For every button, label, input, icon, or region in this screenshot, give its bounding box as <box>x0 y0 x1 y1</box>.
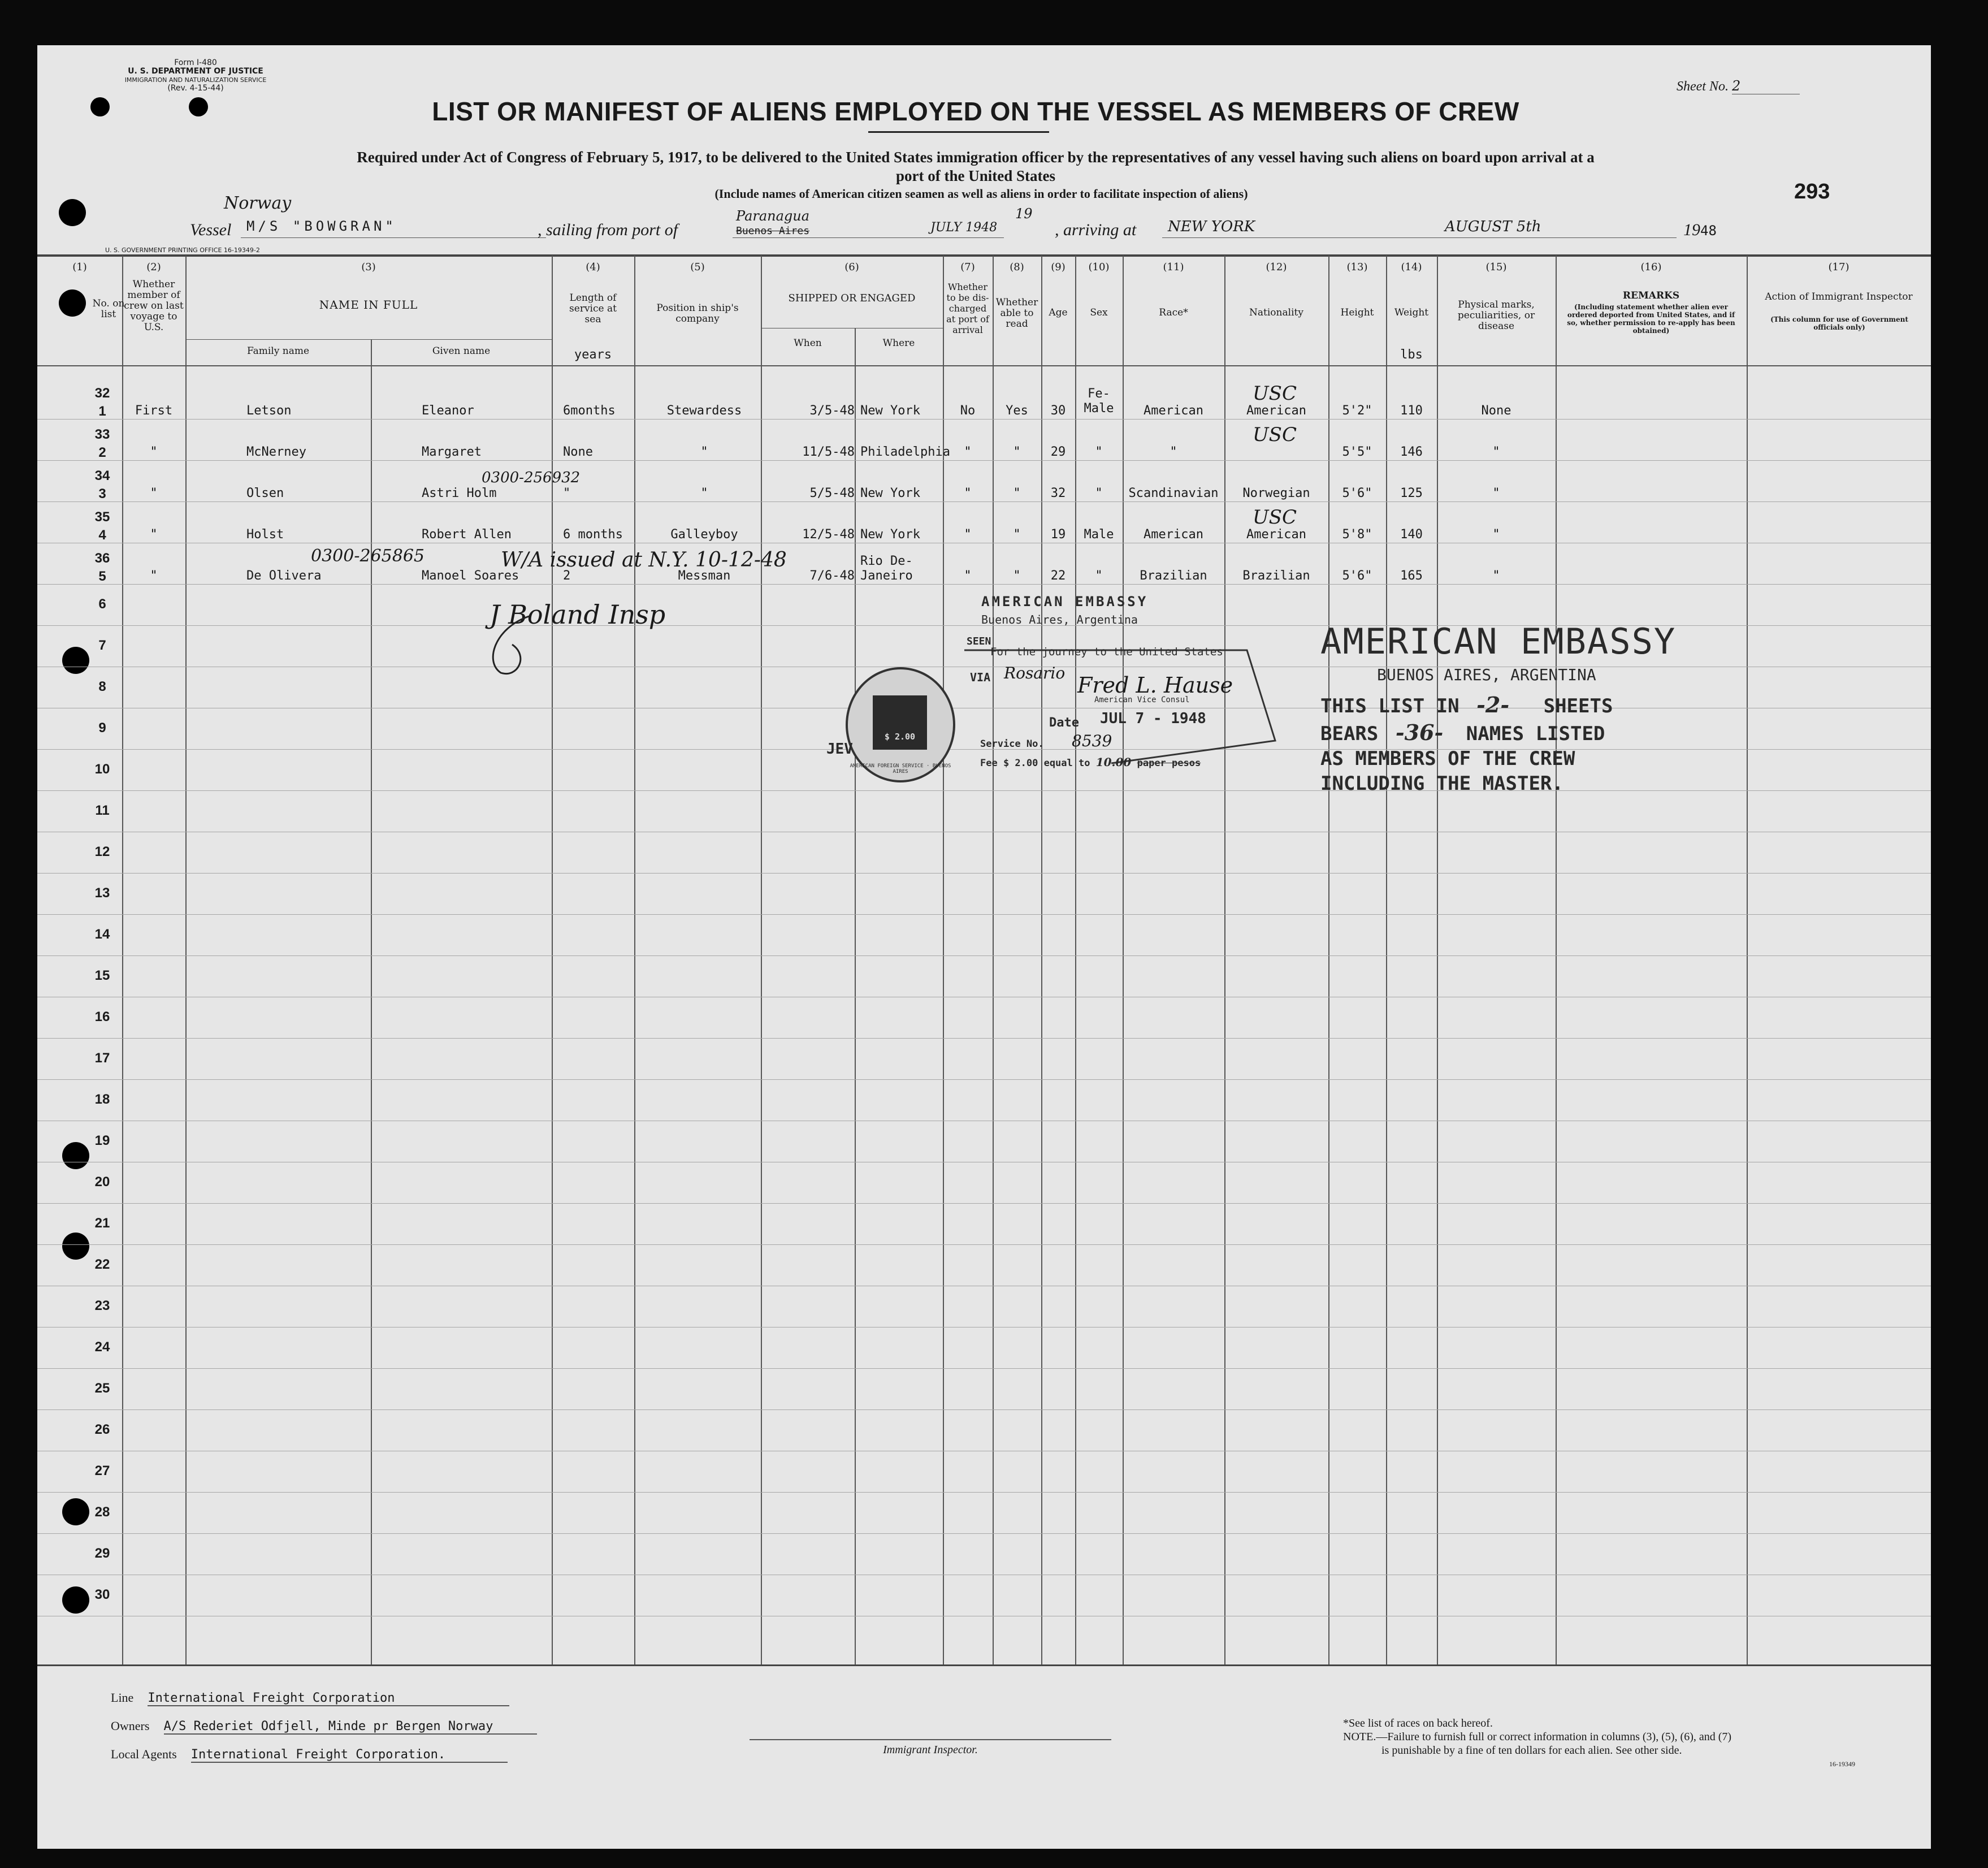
consular-stamp-seen: SEEN <box>967 635 991 647</box>
cell-service: 6months <box>563 404 616 418</box>
consular-stamp-fee-value: 10.00 <box>1095 755 1132 769</box>
cell-discharged: " <box>964 486 972 500</box>
cell-position: Stewardess <box>666 404 742 418</box>
col-header-service: Length of service at sea <box>569 292 617 325</box>
footer-notes <box>1343 1716 1855 1771</box>
col-line <box>855 328 856 1664</box>
col-header-where: Where <box>882 338 915 349</box>
sheet-number <box>1677 78 1800 94</box>
vessel-flag: Norway <box>224 193 292 213</box>
name-subheader-rule <box>185 339 552 340</box>
cell-sex: Fe- Male <box>1084 387 1114 416</box>
row-number: 29 <box>94 1546 110 1561</box>
cell-given: Astri Holm <box>422 486 497 500</box>
cell-family: Letson <box>246 404 292 418</box>
title-underline <box>868 131 1049 133</box>
embassy-stamp-names-unit: NAMES LISTED <box>1466 723 1605 745</box>
col-header-sex: Sex <box>1090 307 1108 318</box>
sailing-port-rule <box>733 237 1004 238</box>
sailing-port-struck: Buenos Aires <box>736 225 810 237</box>
col-number: (12) <box>1266 261 1287 273</box>
cell-marks: " <box>1492 445 1500 459</box>
arrival-date: AUGUST 5th <box>1445 218 1541 235</box>
subtitle <box>105 148 1846 185</box>
cell-marks: " <box>1492 527 1500 542</box>
inspector-rule <box>750 1739 1111 1740</box>
vessel-name-rule <box>241 237 546 238</box>
fee-seal-inner <box>873 695 927 750</box>
col-header-position: Position in ship's company <box>656 302 739 325</box>
col-line <box>1224 256 1225 1664</box>
row-number: 19 <box>94 1133 110 1148</box>
agents-value: International Freight Corporation. <box>191 1748 508 1763</box>
col-number: (8) <box>1010 261 1024 273</box>
row-number: 9 <box>98 720 106 736</box>
sheet-number-value: 2 <box>1732 78 1800 94</box>
table-bottom-rule <box>37 1664 1931 1666</box>
col-header-family: Family name <box>246 345 310 357</box>
inspector-signature: J Boland Insp <box>490 599 666 630</box>
signature-flourish <box>478 611 546 678</box>
col-header-race: Race* <box>1159 307 1188 318</box>
row-rule <box>37 1368 1931 1369</box>
cell-weight: 146 <box>1400 445 1423 459</box>
row-list-number: 36 <box>94 551 110 566</box>
col-line <box>993 256 994 1664</box>
cell-race: American <box>1144 527 1203 542</box>
cell-last-voyage: " <box>150 486 158 500</box>
col-number: (5) <box>690 261 705 273</box>
cell-weight: 110 <box>1400 404 1423 418</box>
header-bottom-rule <box>37 365 1931 366</box>
cell-where: New York <box>860 404 920 418</box>
cell-nationality-hand: USC <box>1253 423 1297 446</box>
cell-marks: " <box>1492 486 1500 500</box>
cell-age: 22 <box>1050 569 1066 583</box>
consular-stamp-date: JUL 7 - 1948 <box>1100 710 1206 727</box>
row-number: 21 <box>94 1216 110 1231</box>
cell-sex: " <box>1095 486 1103 500</box>
embassy-stamp-sheets-value: -2- <box>1476 692 1510 717</box>
cell-height: 5'8" <box>1342 527 1372 542</box>
col-header-last-voyage: Whether member of crew on last voyage to U.S. <box>124 279 184 333</box>
punch-hole <box>189 97 208 116</box>
vessel-label: Vessel <box>190 220 232 239</box>
footer-agents <box>111 1747 508 1763</box>
cell-last-voyage: " <box>150 527 158 542</box>
sailing-port-hand: Paranagua <box>736 208 810 224</box>
col-number: (4) <box>586 261 600 273</box>
owners-value: A/S Rederiet Odfjell, Minde pr Bergen Norway <box>164 1719 537 1735</box>
row-rule <box>37 1203 1931 1204</box>
row-rule <box>37 1409 1931 1410</box>
row-number: 26 <box>94 1422 110 1437</box>
cell-sex: " <box>1095 445 1103 459</box>
cell-when: 11/5-48 <box>802 445 855 459</box>
row-line-number: 3 <box>98 486 106 501</box>
form-service: IMMIGRATION AND NATURALIZATION SERVICE <box>124 76 267 84</box>
cell-service: 6 months <box>563 527 623 542</box>
punch-hole <box>59 289 86 317</box>
cell-discharged: No <box>960 404 976 418</box>
row-number: 25 <box>94 1381 110 1396</box>
row-rule <box>37 1327 1931 1328</box>
embassy-stamp <box>1320 621 1716 795</box>
cell-race: " <box>1170 445 1177 459</box>
cell-where: New York <box>860 527 920 542</box>
cell-service: 2 <box>563 569 571 583</box>
cell-position: Galleyboy <box>670 527 738 542</box>
embassy-stamp-sheets <box>1320 692 1716 717</box>
embassy-stamp-sheets-label: THIS LIST IN <box>1320 695 1459 717</box>
cell-read: " <box>1013 569 1021 583</box>
cell-marks: " <box>1492 569 1500 583</box>
cell-marks: None <box>1481 404 1511 418</box>
row-rule <box>37 501 1931 502</box>
col-number: (17) <box>1828 261 1850 273</box>
col-line <box>634 256 635 1664</box>
col-line <box>371 339 372 1664</box>
col-header-height: Height <box>1340 307 1374 318</box>
embassy-stamp-city: BUENOS AIRES, ARGENTINA <box>1377 665 1596 684</box>
row-number: 20 <box>94 1174 110 1190</box>
cell-nationality: Brazilian <box>1242 569 1310 583</box>
row-number: 30 <box>94 1587 110 1602</box>
form-dept: U. S. DEPARTMENT OF JUSTICE <box>128 67 263 76</box>
year-suffix: 48 <box>1700 223 1717 239</box>
consular-stamp-journey: For the journey to the United States <box>990 646 1223 658</box>
arrival-port: NEW YORK <box>1168 218 1255 235</box>
sailing-date: JULY 1948 <box>930 220 998 235</box>
col-header-when: When <box>794 338 822 349</box>
row-number: 24 <box>94 1339 110 1355</box>
consular-stamp-via-hand: Rosario <box>1004 664 1066 682</box>
cell-given: Manoel Soares <box>422 569 519 583</box>
col-header-nationality: Nationality <box>1249 307 1303 318</box>
cell-race: Scandinavian <box>1128 486 1219 500</box>
row-line-number: 4 <box>98 527 106 543</box>
cell-family-hand: 0300-265865 <box>311 546 425 566</box>
cell-nationality: Norwegian <box>1242 486 1310 500</box>
col-header-action: Action of Immigrant Inspector <box>1765 291 1913 302</box>
cell-where: Rio De- Janeiro <box>860 554 913 583</box>
consular-stamp-via: VIA <box>970 671 991 684</box>
cell-service: " <box>563 486 571 500</box>
cell-when: 7/6-48 <box>809 569 855 583</box>
arriving-label: , arriving at <box>1055 220 1137 239</box>
col-number: (6) <box>844 261 859 273</box>
form-code: 16-19349 <box>1829 1760 1855 1768</box>
row-rule <box>37 1533 1931 1534</box>
penalty-note <box>1343 1730 1855 1744</box>
cell-last-voyage: " <box>150 445 158 459</box>
printing-office: U. S. GOVERNMENT PRINTING OFFICE 16-19349-2 <box>105 247 260 254</box>
row-rule <box>37 914 1931 915</box>
row-number: 11 <box>95 803 110 818</box>
col-header-given: Given name <box>432 345 491 357</box>
col-header-weight: Weight <box>1394 307 1429 318</box>
cell-nationality: American <box>1246 404 1306 418</box>
embassy-stamp-names-value: -36- <box>1395 720 1444 745</box>
row-rule <box>37 419 1931 420</box>
weight-unit: lbs <box>1400 348 1423 362</box>
col-number: (1) <box>72 261 87 273</box>
col-line <box>552 256 553 1664</box>
col-line <box>1328 256 1329 1664</box>
wa-note: W/A issued at N.Y. 10-12-48 <box>501 548 787 572</box>
col-header-name: NAME IN FULL <box>319 298 418 312</box>
col-line <box>1437 256 1438 1664</box>
col-line <box>1386 256 1387 1664</box>
consular-stamp-title: AMERICAN EMBASSY <box>981 594 1149 609</box>
inspector-label: Immigrant Inspector. <box>883 1744 978 1756</box>
cell-position: Messman <box>678 569 731 583</box>
col-line <box>761 256 762 1664</box>
cell-age: 19 <box>1050 527 1066 542</box>
line-value: International Freight Corporation <box>148 1691 509 1706</box>
consular-stamp-fee <box>980 755 1201 769</box>
col-header-remarks-note: (Including statement whether alien ever ordered deported from United States, and if so, whether permission to re-apply has been obtained) <box>1567 303 1735 335</box>
consular-stamp-signature: Fred L. Hause <box>1077 673 1233 698</box>
cell-race: Brazilian <box>1140 569 1207 583</box>
cell-given: Robert Allen <box>422 527 512 542</box>
consular-stamp-officer: American Vice Consul <box>1094 695 1190 704</box>
races-note: *See list of races on back hereof. <box>1343 1717 1493 1729</box>
subtitle-line-1: Required under Act of Congress of February 5, 1917, to be delivered to the United States immigration officer by the representatives of any vessel having such aliens on board upon arrival at a <box>357 149 1595 166</box>
cell-family: Holst <box>246 527 284 542</box>
cell-given: Margaret <box>422 445 482 459</box>
col-number: (15) <box>1485 261 1507 273</box>
row-rule <box>37 584 1931 585</box>
col-line <box>1123 256 1124 1664</box>
include-note: (Include names of American citizen seamen as well as aliens in order to facilitate inspection of aliens) <box>714 187 1248 201</box>
cell-position: " <box>700 445 708 459</box>
consular-stamp-fee-label: Fee $ 2.00 equal to <box>980 758 1090 769</box>
cell-height: 5'6" <box>1342 569 1372 583</box>
owners-label: Owners <box>111 1719 150 1733</box>
col-header-remarks: REMARKS <box>1622 290 1680 301</box>
consular-stamp-service-no: 8539 <box>1072 732 1112 750</box>
manifest-sheet <box>37 45 1931 1849</box>
row-number: 18 <box>94 1092 110 1107</box>
row-number: 22 <box>94 1257 110 1272</box>
row-line-number: 2 <box>98 445 106 460</box>
consular-stamp <box>826 588 1292 814</box>
row-number: 16 <box>94 1009 110 1024</box>
arrival-year <box>1683 220 1717 240</box>
col-header-no: No. on list <box>92 298 125 320</box>
cell-weight: 125 <box>1400 486 1423 500</box>
punch-hole <box>62 1233 89 1260</box>
penalty-note-label: NOTE. <box>1343 1731 1376 1743</box>
row-number: 6 <box>98 596 106 612</box>
fee-seal-initials: JEV <box>826 741 853 758</box>
row-number: 14 <box>94 927 110 942</box>
year-prefix: 19 <box>1683 220 1700 239</box>
col-number: (14) <box>1401 261 1422 273</box>
cell-read: " <box>1013 445 1021 459</box>
form-rev: (Rev. 4-15-44) <box>167 84 224 93</box>
col-header-discharged: Whether to be dis-charged at port of arrival <box>946 282 989 335</box>
col-number: (11) <box>1163 261 1184 273</box>
row-number: 13 <box>94 885 110 901</box>
consular-stamp-fee-unit: paper pesos <box>1137 758 1201 769</box>
penalty-note-2: is punishable by a fine of ten dollars for each alien. See other side. <box>1381 1744 1682 1757</box>
page-number: 293 <box>1794 180 1830 204</box>
cell-service: None <box>563 445 593 459</box>
cell-position: " <box>700 486 708 500</box>
col-line <box>122 256 123 1664</box>
col-number: (10) <box>1088 261 1110 273</box>
cell-nationality-hand: USC <box>1253 382 1297 405</box>
cell-discharged: " <box>964 527 972 542</box>
cell-when: 3/5-48 <box>809 404 855 418</box>
embassy-stamp-title: AMERICAN EMBASSY <box>1320 621 1677 662</box>
cell-height: 5'5" <box>1342 445 1372 459</box>
cell-discharged: " <box>964 569 972 583</box>
cell-nationality: American <box>1246 527 1306 542</box>
col-number: (7) <box>960 261 975 273</box>
row-rule <box>37 1038 1931 1039</box>
cell-sex: Male <box>1084 527 1114 542</box>
sailing-date-day: 19 <box>1015 206 1033 222</box>
embassy-stamp-names <box>1320 720 1716 745</box>
cell-where: New York <box>860 486 920 500</box>
cell-given: Eleanor <box>422 404 474 418</box>
row-number: 27 <box>94 1463 110 1478</box>
row-list-number: 33 <box>94 427 110 442</box>
cell-weight: 140 <box>1400 527 1423 542</box>
col-header-read: Whether able to read <box>995 297 1038 330</box>
penalty-note-text: —Failure to furnish full or correct information in columns (3), (5), (6), and (7) <box>1376 1731 1732 1743</box>
cell-age: 29 <box>1050 445 1066 459</box>
vessel-name: M/S "BOWGRAN" <box>246 218 397 234</box>
col-number: (13) <box>1346 261 1368 273</box>
subtitle-line-2: port of the United States <box>896 167 1055 184</box>
cell-sex: " <box>1095 569 1103 583</box>
cell-family: De Olivera <box>246 569 322 583</box>
row-number: 7 <box>98 638 106 653</box>
row-number: 28 <box>94 1504 110 1520</box>
col-header-shipped: SHIPPED OR ENGAGED <box>788 292 916 304</box>
cell-last-voyage: First <box>135 404 173 418</box>
cell-read: Yes <box>1006 404 1028 418</box>
form-id <box>111 59 280 93</box>
row-rule <box>37 873 1931 874</box>
embassy-stamp-crew: AS MEMBERS OF THE CREW <box>1320 747 1575 770</box>
row-rule <box>37 955 1931 956</box>
row-list-number: 34 <box>94 468 110 483</box>
cell-family: McNerney <box>246 445 306 459</box>
consular-stamp-city: Buenos Aires, Argentina <box>981 613 1138 626</box>
cell-service-hand: 0300-256932 <box>482 469 581 486</box>
form-number: Form I-480 <box>174 58 217 67</box>
footer-line <box>111 1690 509 1706</box>
row-number: 15 <box>94 968 110 983</box>
row-number: 17 <box>94 1050 110 1066</box>
col-header-action-note: (This column for use of Government officials only) <box>1770 315 1908 331</box>
row-line-number: 1 <box>98 404 106 419</box>
cell-when: 5/5-48 <box>809 486 855 500</box>
fee-seal <box>846 667 955 782</box>
row-number: 8 <box>98 679 106 694</box>
col-number: (3) <box>361 261 376 273</box>
cell-read: " <box>1013 486 1021 500</box>
col-line <box>943 256 944 1664</box>
col-number: (2) <box>146 261 161 273</box>
footer-owners <box>111 1719 537 1735</box>
col-line <box>1747 256 1748 1664</box>
row-rule <box>37 1079 1931 1080</box>
consular-stamp-service-label: Service No. <box>980 738 1044 750</box>
row-rule <box>37 460 1931 461</box>
punch-hole <box>59 199 86 226</box>
row-list-number: 35 <box>94 509 110 525</box>
fee-seal-text: AMERICAN FOREIGN SERVICE · BUENOS AIRES <box>850 763 951 775</box>
arrival-date-rule <box>1439 237 1677 238</box>
cell-family: Olsen <box>246 486 284 500</box>
row-rule <box>37 1244 1931 1245</box>
cell-nationality-hand: USC <box>1253 506 1297 529</box>
sheet-label: Sheet No. <box>1677 79 1729 94</box>
cell-where: Philadelphia <box>860 445 950 459</box>
cell-last-voyage: " <box>150 569 158 583</box>
row-number: 12 <box>94 844 110 859</box>
cell-race: American <box>1144 404 1203 418</box>
table-top-rule <box>37 254 1931 257</box>
col-line <box>1041 256 1042 1664</box>
punch-hole <box>90 97 110 116</box>
service-unit: years <box>574 348 612 362</box>
col-line <box>1556 256 1557 1664</box>
col-number: (16) <box>1640 261 1662 273</box>
col-line <box>1075 256 1076 1664</box>
row-number: 10 <box>94 762 110 777</box>
sailing-label: , sailing from port of <box>538 220 678 239</box>
cell-age: 30 <box>1050 404 1066 418</box>
cell-age: 32 <box>1050 486 1066 500</box>
cell-height: 5'2" <box>1342 404 1372 418</box>
embassy-stamp-master: INCLUDING THE MASTER. <box>1320 772 1563 795</box>
cell-weight: 165 <box>1400 569 1423 583</box>
arrival-port-rule <box>1162 237 1445 238</box>
cell-height: 5'6" <box>1342 486 1372 500</box>
cell-when: 12/5-48 <box>802 527 855 542</box>
cell-discharged: " <box>964 445 972 459</box>
row-rule <box>37 1492 1931 1493</box>
row-line-number: 5 <box>98 569 106 584</box>
col-number: (9) <box>1051 261 1066 273</box>
col-line <box>185 256 187 1664</box>
embassy-stamp-sheets-unit: SHEETS <box>1543 695 1613 717</box>
embassy-stamp-names-label: BEARS <box>1320 723 1379 745</box>
col-header-age: Age <box>1049 307 1068 318</box>
col-header-marks: Physical marks, peculiarities, or disease <box>1457 299 1535 332</box>
agents-label: Local Agents <box>111 1747 177 1761</box>
line-label: Line <box>111 1690 134 1705</box>
page-title: LIST OR MANIFEST OF ALIENS EMPLOYED ON THE VESSEL AS MEMBERS OF CREW <box>432 97 1519 126</box>
cell-read: " <box>1013 527 1021 542</box>
fee-seal-value: $ 2.00 <box>884 732 916 742</box>
row-list-number: 32 <box>94 386 110 401</box>
row-number: 23 <box>94 1298 110 1313</box>
consular-stamp-date-label: Date <box>1049 716 1079 730</box>
